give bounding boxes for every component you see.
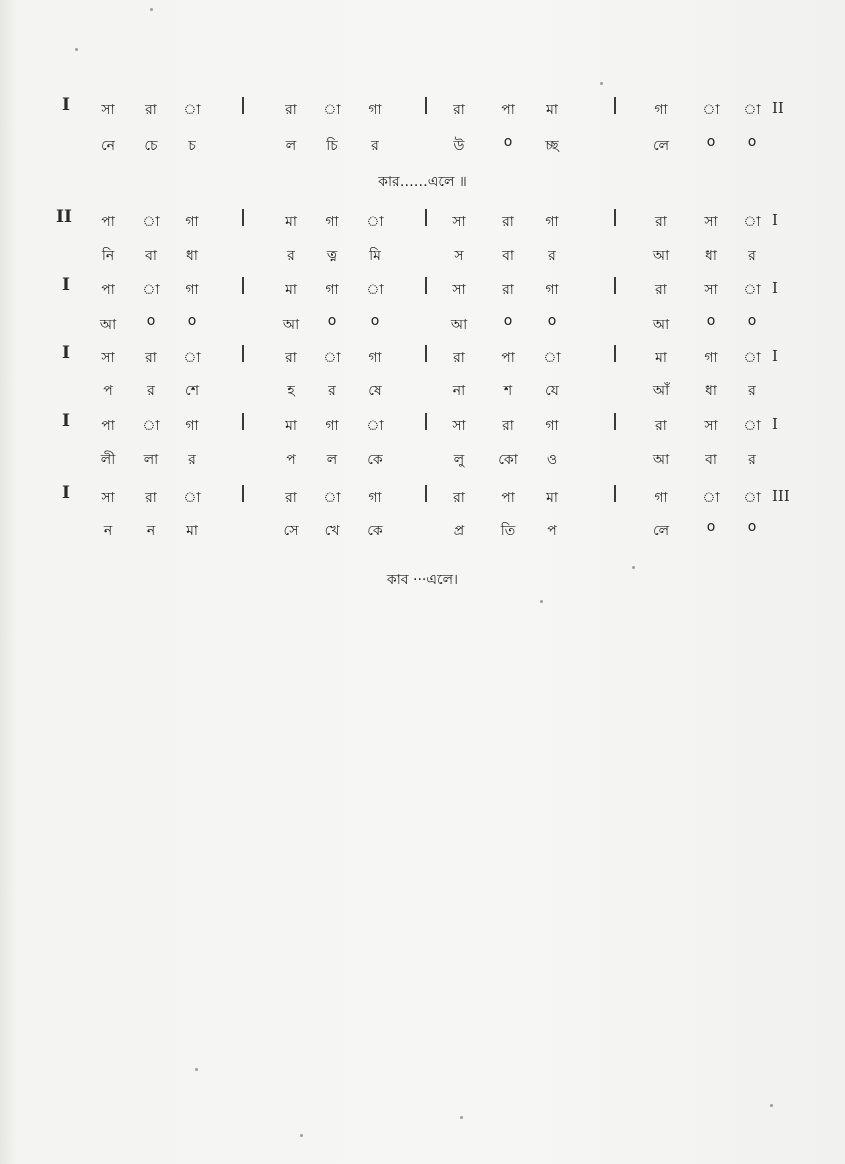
swara-note: া [323,102,341,118]
swara-note: া [702,490,720,506]
lyric-syllable: লী [100,452,116,468]
lyric-syllable: কে [367,452,383,468]
lyric-syllable: o [547,313,557,329]
lyric-syllable: কে [367,523,383,539]
swara-note: পা [501,102,515,118]
swara-note: সা [704,282,718,298]
lyric-syllable: আ [450,317,468,333]
lyric-syllable: শে [185,383,199,399]
swara-note: মা [285,282,297,298]
swara-note: গা [368,490,382,506]
swara-note: মা [285,214,297,230]
measure-bar [425,485,427,502]
lyric-syllable: আ [652,317,670,333]
swara-note: সা [101,102,115,118]
lyric-syllable: o [706,313,716,329]
lyric-syllable: o [370,313,380,329]
row-start-marker: I [62,95,70,115]
swara-note: গা [545,418,559,434]
lyric-syllable: না [452,383,466,399]
lyric-row [0,445,845,471]
lyric-syllable: চ্ছ [545,138,559,154]
lyric-row [0,241,845,267]
lyric-syllable: o [747,519,757,535]
lyric-syllable: বা [145,248,157,264]
lyric-syllable: ল [326,452,338,468]
swara-row [0,207,845,233]
swara-note: া [183,350,201,366]
lyric-syllable: র [548,248,556,264]
lyric-syllable: প [286,452,296,468]
lyric-syllable: স [454,248,464,264]
paper-speck [150,8,153,11]
refrain-caption-bottom: কাব ···এলে। [386,572,459,588]
swara-note: া [743,282,761,298]
lyric-syllable: আ [652,452,670,468]
measure-bar [242,485,244,502]
lyric-syllable: র [748,383,756,399]
lyric-syllable: নে [100,138,116,154]
row-start-marker: I [62,411,70,431]
row-end-marker: I [772,347,778,365]
lyric-syllable: o [747,134,757,150]
lyric-row [0,310,845,336]
lyric-syllable: প [103,383,113,399]
lyric-syllable: র [147,383,155,399]
swara-note: পা [101,282,115,298]
swara-note: মা [285,418,297,434]
swara-note: গা [704,350,718,366]
swara-note: রা [285,102,297,118]
swara-note: গা [185,418,199,434]
lyric-syllable: o [503,134,513,150]
swara-note: সা [704,418,718,434]
swara-note: পা [501,490,515,506]
lyric-syllable: উ [453,138,465,154]
swara-note: পা [101,418,115,434]
lyric-syllable: শ [503,383,513,399]
measure-bar [614,413,616,430]
lyric-syllable: ন [103,523,113,539]
lyric-syllable: আঁ [652,383,670,399]
lyric-syllable: o [327,313,337,329]
swara-note: সা [452,214,466,230]
swara-note: সা [452,418,466,434]
swara-note: পা [501,350,515,366]
lyric-syllable: ও [546,452,558,468]
lyric-syllable: র [328,383,336,399]
lyric-row [0,516,845,542]
swara-note: সা [101,350,115,366]
lyric-syllable: লা [143,452,159,468]
lyric-syllable: তি [500,523,516,539]
lyric-syllable: চ [188,138,196,154]
lyric-syllable: ল [285,138,297,154]
swara-note: া [366,418,384,434]
swara-note: া [543,350,561,366]
row-end-marker: I [772,279,778,297]
swara-note: া [366,214,384,230]
swara-note: গা [654,490,668,506]
swara-note: া [142,282,160,298]
measure-bar [614,277,616,294]
swara-note: গা [185,214,199,230]
paper-speck [540,600,543,603]
lyric-row [0,131,845,157]
lyric-syllable: ধা [186,248,198,264]
swara-note: া [743,490,761,506]
lyric-syllable: হ [287,383,295,399]
lyric-syllable: লে [652,523,670,539]
lyric-syllable: আ [652,248,670,264]
swara-note: রা [145,350,157,366]
lyric-syllable: যে [545,383,559,399]
row-end-marker: I [772,211,778,229]
row-end-marker: II [772,99,784,117]
lyric-syllable: প [547,523,557,539]
row-end-marker: I [772,415,778,433]
lyric-syllable: o [706,519,716,535]
lyric-syllable: র [287,248,295,264]
paper-speck [770,1104,773,1107]
lyric-syllable: র [748,452,756,468]
swara-note: া [142,418,160,434]
lyric-syllable: ধা [705,383,717,399]
paper-speck [75,48,78,51]
lyric-syllable: কো [498,452,518,468]
swara-note: গা [368,350,382,366]
swara-note: রা [453,350,465,366]
swara-note: মা [655,350,667,366]
lyric-syllable: র [748,248,756,264]
lyric-syllable: আ [282,317,300,333]
lyric-syllable: লে [652,138,670,154]
lyric-syllable: নি [101,248,115,264]
lyric-syllable: আ [99,317,117,333]
lyric-syllable: সে [283,523,299,539]
measure-bar [614,209,616,226]
lyric-syllable: মি [369,248,381,264]
swara-note: রা [453,490,465,506]
row-end-marker: III [772,487,790,505]
swara-row [0,483,845,509]
paper-speck [195,1068,198,1071]
swara-note: সা [101,490,115,506]
swara-note: া [183,490,201,506]
swara-note: গা [545,282,559,298]
swara-note: া [702,102,720,118]
row-start-marker: I [62,275,70,295]
swara-note: গা [325,418,339,434]
lyric-syllable: বা [502,248,514,264]
measure-bar [242,97,244,114]
lyric-syllable: চি [326,138,338,154]
lyric-syllable: বা [705,452,717,468]
swara-note: া [743,418,761,434]
paper-speck [460,1116,463,1119]
lyric-syllable: ন [146,523,156,539]
swara-note: রা [655,418,667,434]
measure-bar [614,345,616,362]
paper-speck [300,1134,303,1137]
swara-note: রা [502,282,514,298]
swara-note: গা [368,102,382,118]
measure-bar [242,345,244,362]
swara-note: রা [145,102,157,118]
measure-bar [425,413,427,430]
lyric-syllable: মা [186,523,198,539]
swara-note: পা [101,214,115,230]
swara-note: া [743,214,761,230]
paper-speck [632,566,635,569]
swara-note: রা [655,214,667,230]
swara-note: গা [325,282,339,298]
swara-note: গা [545,214,559,230]
measure-bar [425,345,427,362]
swara-note: রা [285,350,297,366]
swara-note: া [366,282,384,298]
swara-note: গা [325,214,339,230]
swara-note: রা [655,282,667,298]
lyric-syllable: র [188,452,196,468]
lyric-row [0,376,845,402]
swara-note: মা [546,490,558,506]
measure-bar [425,209,427,226]
swara-row [0,343,845,369]
swara-note: সা [452,282,466,298]
swara-row [0,275,845,301]
lyric-syllable: o [503,313,513,329]
swara-note: মা [546,102,558,118]
swara-note: রা [285,490,297,506]
swara-note: রা [145,490,157,506]
lyric-syllable: ত্ন [326,248,338,264]
measure-bar [614,97,616,114]
lyric-syllable: o [146,313,156,329]
lyric-syllable: o [187,313,197,329]
lyric-syllable: প্র [453,523,465,539]
swara-row [0,95,845,121]
lyric-syllable: লু [453,452,465,468]
measure-bar [425,277,427,294]
measure-bar [242,413,244,430]
swara-note: গা [654,102,668,118]
swara-note: া [142,214,160,230]
swara-note: া [743,102,761,118]
swara-note: া [183,102,201,118]
lyric-syllable: চে [144,138,158,154]
lyric-syllable: ষে [368,383,382,399]
row-start-marker: I [62,483,70,503]
swara-note: া [323,350,341,366]
swara-row [0,411,845,437]
swara-note: রা [453,102,465,118]
lyric-syllable: o [706,134,716,150]
swara-note: গা [185,282,199,298]
paper-speck [600,82,603,85]
row-start-marker: II [56,207,72,227]
lyric-syllable: খে [324,523,340,539]
measure-bar [425,97,427,114]
swara-note: রা [502,418,514,434]
lyric-syllable: o [747,313,757,329]
lyric-syllable: র [371,138,379,154]
swara-note: া [323,490,341,506]
measure-bar [242,209,244,226]
swara-note: া [743,350,761,366]
measure-bar [242,277,244,294]
swara-note: রা [502,214,514,230]
refrain-caption-top: কার……এলে ॥ [378,174,467,190]
swara-note: সা [704,214,718,230]
row-start-marker: I [62,343,70,363]
lyric-syllable: ধা [705,248,717,264]
measure-bar [614,485,616,502]
